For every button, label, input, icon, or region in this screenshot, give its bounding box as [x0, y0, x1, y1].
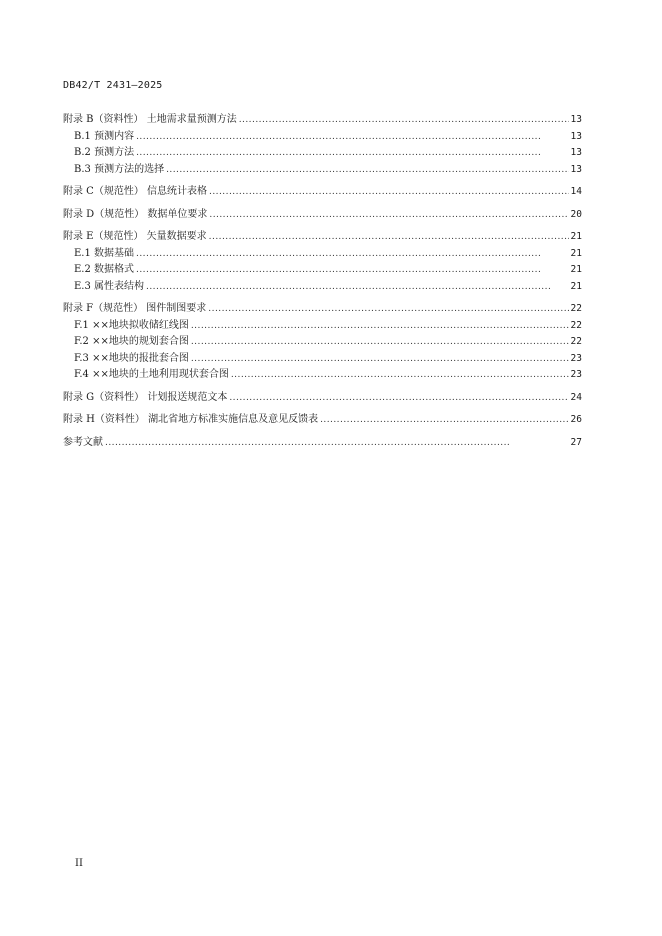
- dot-leader: [136, 246, 569, 263]
- toc-subentry[interactable]: [63, 318, 582, 335]
- toc-subentry[interactable]: [63, 162, 582, 179]
- toc-entry-label: 附录 D（规范性） 数据单位要求: [63, 208, 208, 220]
- toc-entry-page: 21: [570, 231, 582, 242]
- toc-entry-label: E.3 属性表结构: [74, 280, 145, 292]
- toc-entry[interactable]: [63, 112, 582, 129]
- dot-leader: [320, 412, 568, 429]
- toc-subentry[interactable]: [63, 279, 582, 296]
- dot-leader: [136, 262, 569, 279]
- dot-leader: [209, 184, 569, 201]
- toc-subentry[interactable]: [63, 145, 582, 162]
- toc-subentry[interactable]: [63, 262, 582, 279]
- toc-entry-label: 参考文献: [63, 436, 103, 448]
- toc-entry-page: 23: [570, 369, 582, 380]
- toc-entry-label: F.2 ××地块的规划套合图: [74, 336, 189, 347]
- dot-leader: [136, 145, 568, 162]
- toc-entry[interactable]: [63, 435, 582, 452]
- toc-entry-page: 13: [570, 130, 582, 142]
- dot-leader: [191, 334, 569, 351]
- toc-subentry[interactable]: [63, 351, 582, 368]
- dot-leader: [105, 435, 569, 452]
- toc-entry-label: B.3 预测方法的选择: [74, 163, 165, 175]
- dot-leader: [166, 162, 568, 179]
- toc-entry-label: F.4 ××地块的土地利用现状套合图: [74, 369, 229, 380]
- toc-entry-page: 23: [570, 352, 582, 364]
- dot-leader: [208, 301, 568, 318]
- dot-leader: [136, 129, 568, 146]
- dot-leader: [231, 367, 569, 384]
- table-of-contents: [63, 112, 582, 451]
- toc-entry[interactable]: [63, 301, 582, 318]
- toc-entry-label: E.2 数据格式: [74, 264, 135, 275]
- dot-leader: [191, 318, 569, 335]
- toc-entry-label: 附录 G（资料性） 计划报送规范文本: [63, 391, 228, 403]
- toc-entry-page: 21: [570, 280, 582, 292]
- dot-leader: [239, 112, 569, 129]
- document-id: DB42/T 2431—2025: [63, 80, 163, 91]
- dot-leader: [209, 229, 569, 246]
- toc-entry-label: 附录 C（规范性） 信息统计表格: [63, 186, 208, 197]
- dot-leader: [191, 351, 569, 368]
- toc-entry-page: 26: [570, 414, 582, 425]
- toc-entry[interactable]: [63, 184, 582, 201]
- toc-entry-page: 21: [570, 264, 582, 275]
- toc-entry-page: 13: [570, 163, 582, 175]
- toc-entry-page: 22: [570, 319, 582, 331]
- toc-entry-page: 20: [570, 208, 582, 220]
- page-number: II: [75, 858, 83, 869]
- dot-leader: [146, 279, 569, 296]
- toc-entry[interactable]: [63, 229, 582, 246]
- toc-entry[interactable]: [63, 412, 582, 429]
- toc-subentry[interactable]: [63, 129, 582, 146]
- toc-entry-label: B.2 预测方法: [74, 147, 135, 158]
- toc-entry[interactable]: [63, 390, 582, 407]
- toc-entry-page: 13: [570, 147, 582, 158]
- toc-subentry[interactable]: [63, 246, 582, 263]
- toc-subentry[interactable]: [63, 367, 582, 384]
- toc-entry-page: 27: [570, 436, 582, 448]
- toc-entry-label: 附录 H（资料性） 湖北省地方标准实施信息及意见反馈表: [63, 414, 319, 425]
- toc-entry-label: 附录 E（规范性） 矢量数据要求: [63, 231, 207, 242]
- toc-entry-page: 13: [570, 114, 582, 125]
- toc-entry-label: 附录 F（规范性） 图件制图要求: [63, 303, 207, 314]
- toc-entry-label: B.1 预测内容: [74, 130, 135, 142]
- toc-entry-page: 22: [570, 336, 582, 347]
- dot-leader: [229, 390, 568, 407]
- toc-subentry[interactable]: [63, 334, 582, 351]
- toc-entry-page: 14: [570, 186, 582, 197]
- dot-leader: [209, 207, 568, 224]
- toc-entry-label: F.1 ××地块拟收储红线图: [74, 319, 189, 331]
- toc-entry-page: 21: [570, 247, 582, 259]
- toc-entry-label: 附录 B（资料性） 土地需求量预测方法: [63, 114, 237, 125]
- toc-entry[interactable]: [63, 207, 582, 224]
- toc-entry-page: 22: [570, 303, 582, 314]
- toc-entry-page: 24: [570, 391, 582, 403]
- toc-entry-label: F.3 ××地块的报批套合图: [74, 352, 189, 364]
- toc-entry-label: E.1 数据基础: [74, 247, 135, 259]
